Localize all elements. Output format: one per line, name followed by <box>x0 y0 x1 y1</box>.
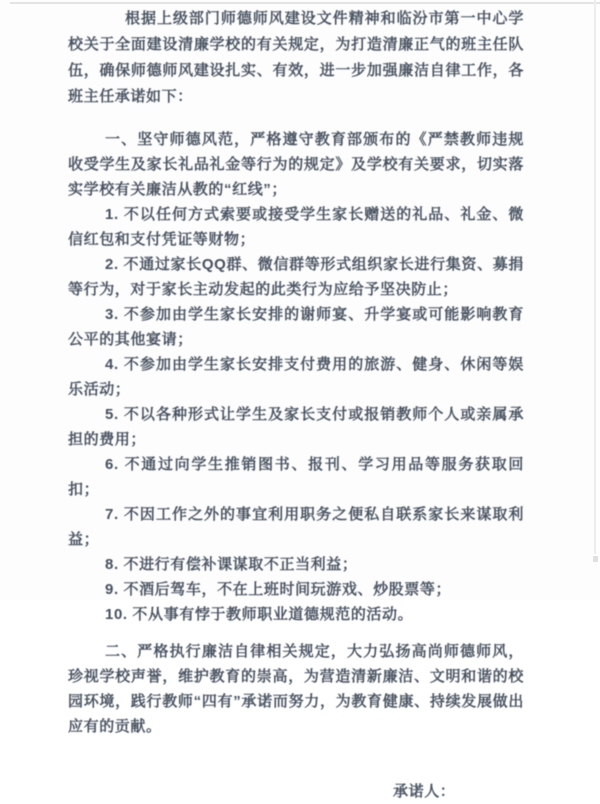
commitment-item-8: 8. 不进行有偿补课谋取不正当利益； <box>105 556 358 573</box>
commitment-item-1: 1. 不以任何方式索要或接受学生家长赠送的礼品、礼金、微信红包和支付凭证等财物； <box>68 206 524 248</box>
commitment-item-10: 10. 不从事有悖于教师职业道德规范的活动。 <box>105 606 414 623</box>
commitment-item-9: 9. 不酒后驾车，不在上班时间玩游戏、炒股票等； <box>105 581 452 598</box>
commitment-item-5: 5. 不以各种形式让学生及家长支付或报销教师个人或亲属承担的费用； <box>68 406 524 448</box>
commitment-item-6: 6. 不通过向学生推销图书、报刊、学习用品等服务获取回扣； <box>68 456 524 498</box>
section2-paragraph: 二、严格执行廉洁自律相关规定，大力弘扬高尚师德师风，珍视学校声誉，维护教育的崇高，为营造清新廉洁、文明和谐的校园环境，践行教师“四有”承诺而努力，为教育健康、持续发展做出应有的贡献。 <box>68 643 524 735</box>
signature-label: 承诺人： <box>393 783 456 800</box>
commitment-item-7: 7. 不因工作之外的事宜利用职务之便私自联系家长来谋取利益； <box>68 506 524 548</box>
scan-edge-top <box>10 2 600 4</box>
commitment-item-4: 4. 不参加由学生家长安排支付费用的旅游、健身、休闲等娱乐活动； <box>68 356 524 398</box>
scan-edge-right <box>594 0 596 554</box>
intro-paragraph: 根据上级部门师德师风建设文件精神和临汾市第一中心学校关于全面建设清廉学校的有关规定，为打造清廉正气的班主任队伍，确保师德师风建设扎实、有效，进一步加强廉洁自律工作，各班主任承诺如下： <box>68 10 524 105</box>
commitment-item-2: 2. 不通过家长QQ群、微信群等形式组织家长进行集资、募捐等行为，对于家长主动发起的此类行为应给予坚决防止； <box>68 256 524 298</box>
document-body <box>68 6 524 804</box>
scan-edge-corner <box>593 556 598 562</box>
commitment-item-3: 3. 不参加由学生家长安排的谢师宴、升学宴或可能影响教育公平的其他宴请； <box>68 306 524 348</box>
section1-heading: 一、坚守师德风范，严格遵守教育部颁布的《严禁教师违规收受学生及家长礼品礼金等行为的规定》及学校有关要求，切实落实学校有关廉洁从教的“红线”； <box>68 131 524 198</box>
